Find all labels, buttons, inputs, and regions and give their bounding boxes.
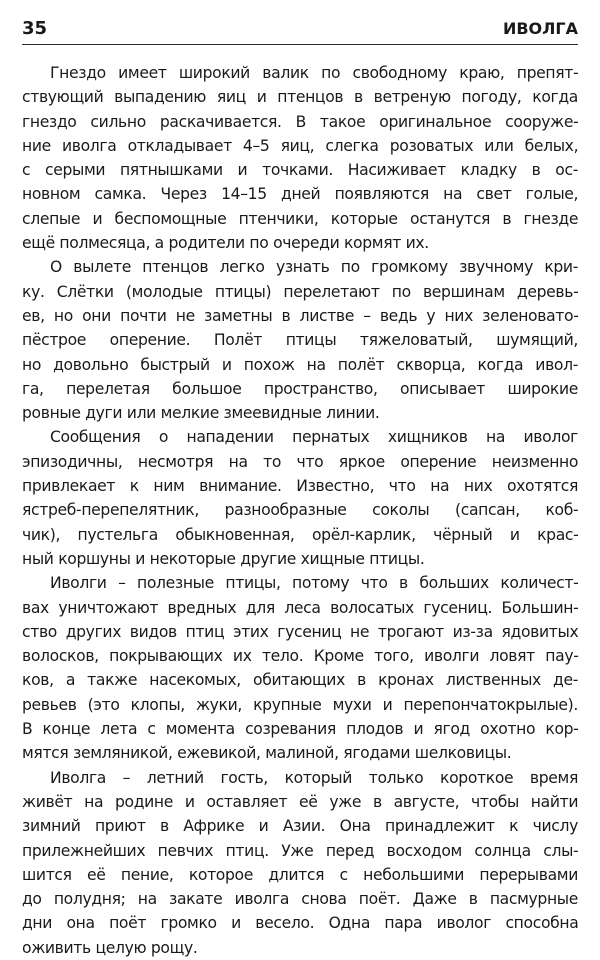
text-line: ствующий выпадению яиц и птенцов в ветреную погоду, когда: [22, 88, 578, 107]
text-line: ровные дуги или мелкие змеевидные линии.: [22, 404, 380, 423]
text-line: с серыми пятнышками и точками. Насиживает кладку в ос-: [22, 161, 578, 180]
text-line: ков, а также насекомых, обитающих в кронах лиственных де-: [22, 671, 578, 690]
text-line: прилежнейших певчих птиц. Уже перед восходом солнца слы-: [22, 841, 579, 860]
page-body: [22, 61, 578, 960]
paragraph: [22, 571, 578, 765]
text-line: волосков, покрывающих их тело. Кроме того, иволги ловят пау-: [22, 647, 579, 666]
text-line: ние иволга откладывает 4–5 яиц, слегка розоватых или белых,: [22, 136, 579, 155]
text-line: Сообщения о нападении пернатых хищников на иволог: [50, 428, 578, 447]
paragraph: [22, 766, 578, 960]
text-line: ев, но они почти не заметны в листве – ведь у них зеленовато-: [22, 306, 579, 325]
paragraph: [22, 425, 578, 571]
text-line: ястреб-перепелятник, разнообразные соколы (сапсан, коб-: [22, 501, 579, 520]
text-line: живёт на родине и оставляет её уже в августе, чтобы найти: [22, 792, 579, 811]
text-line: гнездо сильно раскачивается. В такое оригинальное сооруже-: [22, 112, 579, 131]
text-line: дни она поёт громко и весело. Одна пара иволог способна: [22, 914, 579, 933]
text-line: до полудня; на закате иволга снова поёт. Даже в пасмурные: [22, 890, 578, 909]
text-line: ный коршуны и некоторые другие хищные птицы.: [22, 549, 425, 568]
text-line: ещё полмесяца, а родители по очереди кормят их.: [22, 234, 429, 253]
text-line: эпизодичны, несмотря на то что яркое оперение неизменно: [22, 452, 579, 471]
text-line: новном самка. Через 14–15 дней появляются на свет голые,: [22, 185, 579, 204]
text-line: оживить целую рощу.: [22, 938, 198, 957]
text-line: В конце лета с момента созревания плодов и ягод охотно кор-: [22, 720, 579, 739]
text-line: ство других видов птиц этих гусениц не трогают из-за ядовитых: [22, 622, 579, 641]
paragraph: [22, 255, 578, 425]
text-line: мятся земляникой, ежевикой, малиной, ягодами шелковицы.: [22, 744, 512, 763]
text-line: га, перелетая большое пространство, описывает широкие: [22, 379, 578, 398]
paragraph: [22, 61, 578, 255]
text-line: Иволги – полезные птицы, потому что в больших количест-: [50, 574, 579, 593]
text-line: слепые и беспомощные птенчики, которые останутся в гнезде: [22, 209, 579, 228]
text-line: ку. Слётки (молодые птицы) перелетают по вершинам деревь-: [22, 282, 579, 301]
text-line: Гнездо имеет широкий валик по свободному краю, препят-: [50, 64, 579, 82]
text-line: Иволга – летний гость, который только короткое время: [50, 768, 578, 787]
text-line: но довольно быстрый и похож на полёт скворца, когда ивол-: [22, 355, 578, 374]
text-line: вах уничтожают вредных для леса волосатых гусениц. Большин-: [22, 598, 579, 617]
text-line: привлекает к ним внимание. Известно, что на них охотятся: [22, 477, 578, 496]
page-header: [22, 18, 578, 45]
text-line: зимний приют в Африке и Азии. Она принадлежит к числу: [22, 817, 578, 836]
text-line: чик), пустельга обыкновенная, орёл-карлик, чёрный и крас-: [22, 525, 579, 544]
text-line: пёстрое оперение. Полёт птицы тяжеловатый, шумящий,: [22, 331, 578, 350]
text-line: ревьев (это клопы, жуки, крупные мухи и перепончатокрылые).: [22, 695, 578, 714]
text-line: О вылете птенцов легко узнать по громкому звучному кри-: [50, 258, 578, 277]
page-number: 35: [22, 18, 48, 39]
running-title: ИВОЛГА: [502, 19, 578, 38]
text-line: шится её пение, которое длится с небольшими перерывами: [22, 865, 578, 884]
